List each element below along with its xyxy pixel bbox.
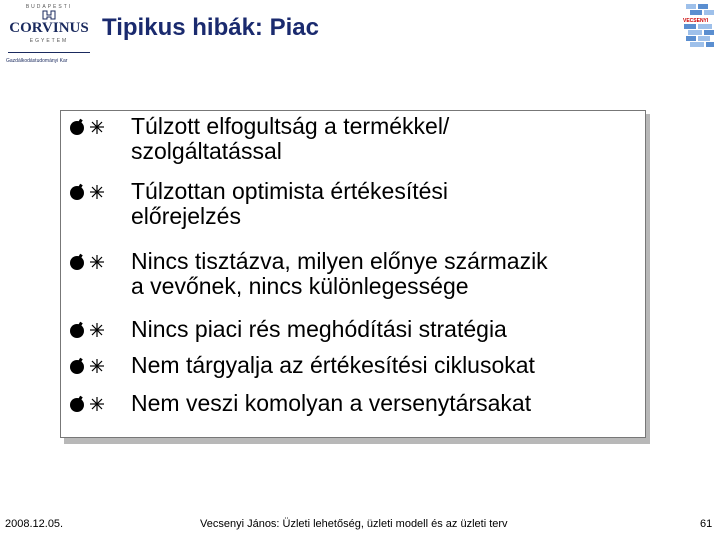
footer-page-number: 61 xyxy=(700,518,713,530)
logo-blocks-icon xyxy=(682,4,718,48)
bullet-text-line2: előrejelzés xyxy=(131,203,241,229)
bullet-item xyxy=(61,353,645,378)
logo-bottom-text: EGYETEM xyxy=(29,38,69,44)
footer-author-title: Vecsenyi János: Üzleti lehetőség, üzleti modell és az üzleti terv xyxy=(200,518,508,530)
bomb-bullet-icon xyxy=(69,117,109,137)
bomb-bullet-icon xyxy=(69,356,109,376)
bomb-bullet-icon xyxy=(69,182,109,202)
bullet-item xyxy=(61,179,645,229)
bullet-text-line1: Nem tárgyalja az értékesítési ciklusokat xyxy=(131,352,535,378)
bomb-bullet-icon xyxy=(69,252,109,272)
corvinus-logo xyxy=(6,4,92,62)
bullet-text-line2: szolgáltatással xyxy=(131,138,282,164)
footer-date: 2008.12.05. xyxy=(5,518,64,530)
vecsenyi-logo xyxy=(682,4,718,48)
bullet-text-line1: Túlzott elfogultság a termékkel/ xyxy=(131,113,450,139)
bullet-text-line2: a vevőnek, nincs különlegessége xyxy=(131,273,469,299)
slide-title: Tipikus hibák: Piac xyxy=(102,14,319,41)
bomb-bullet-icon xyxy=(69,320,109,340)
bullet-item xyxy=(61,391,645,416)
bomb-bullet-icon xyxy=(69,394,109,414)
logo-right-label: VECSENYI xyxy=(683,18,709,24)
bullet-text-line1: Nem veszi komolyan a versenytársakat xyxy=(131,390,532,416)
logo-top-text: BUDAPESTI xyxy=(25,4,73,10)
bullet-text-line1: Nincs tisztázva, milyen előnye származik xyxy=(131,248,548,274)
logo-rule xyxy=(8,52,90,53)
content-panel xyxy=(60,110,646,438)
bullet-text-line1: Nincs piaci rés meghódítási stratégia xyxy=(131,316,507,342)
logo-subtitle: Gazdálkodástudományi Kar xyxy=(6,58,68,64)
bullet-item xyxy=(61,249,645,299)
bullet-text-line1: Túlzottan optimista értékesítési xyxy=(131,178,449,204)
logo-name: CORVINUS xyxy=(9,20,89,36)
bullet-item xyxy=(61,317,645,342)
bullet-item xyxy=(61,114,645,164)
